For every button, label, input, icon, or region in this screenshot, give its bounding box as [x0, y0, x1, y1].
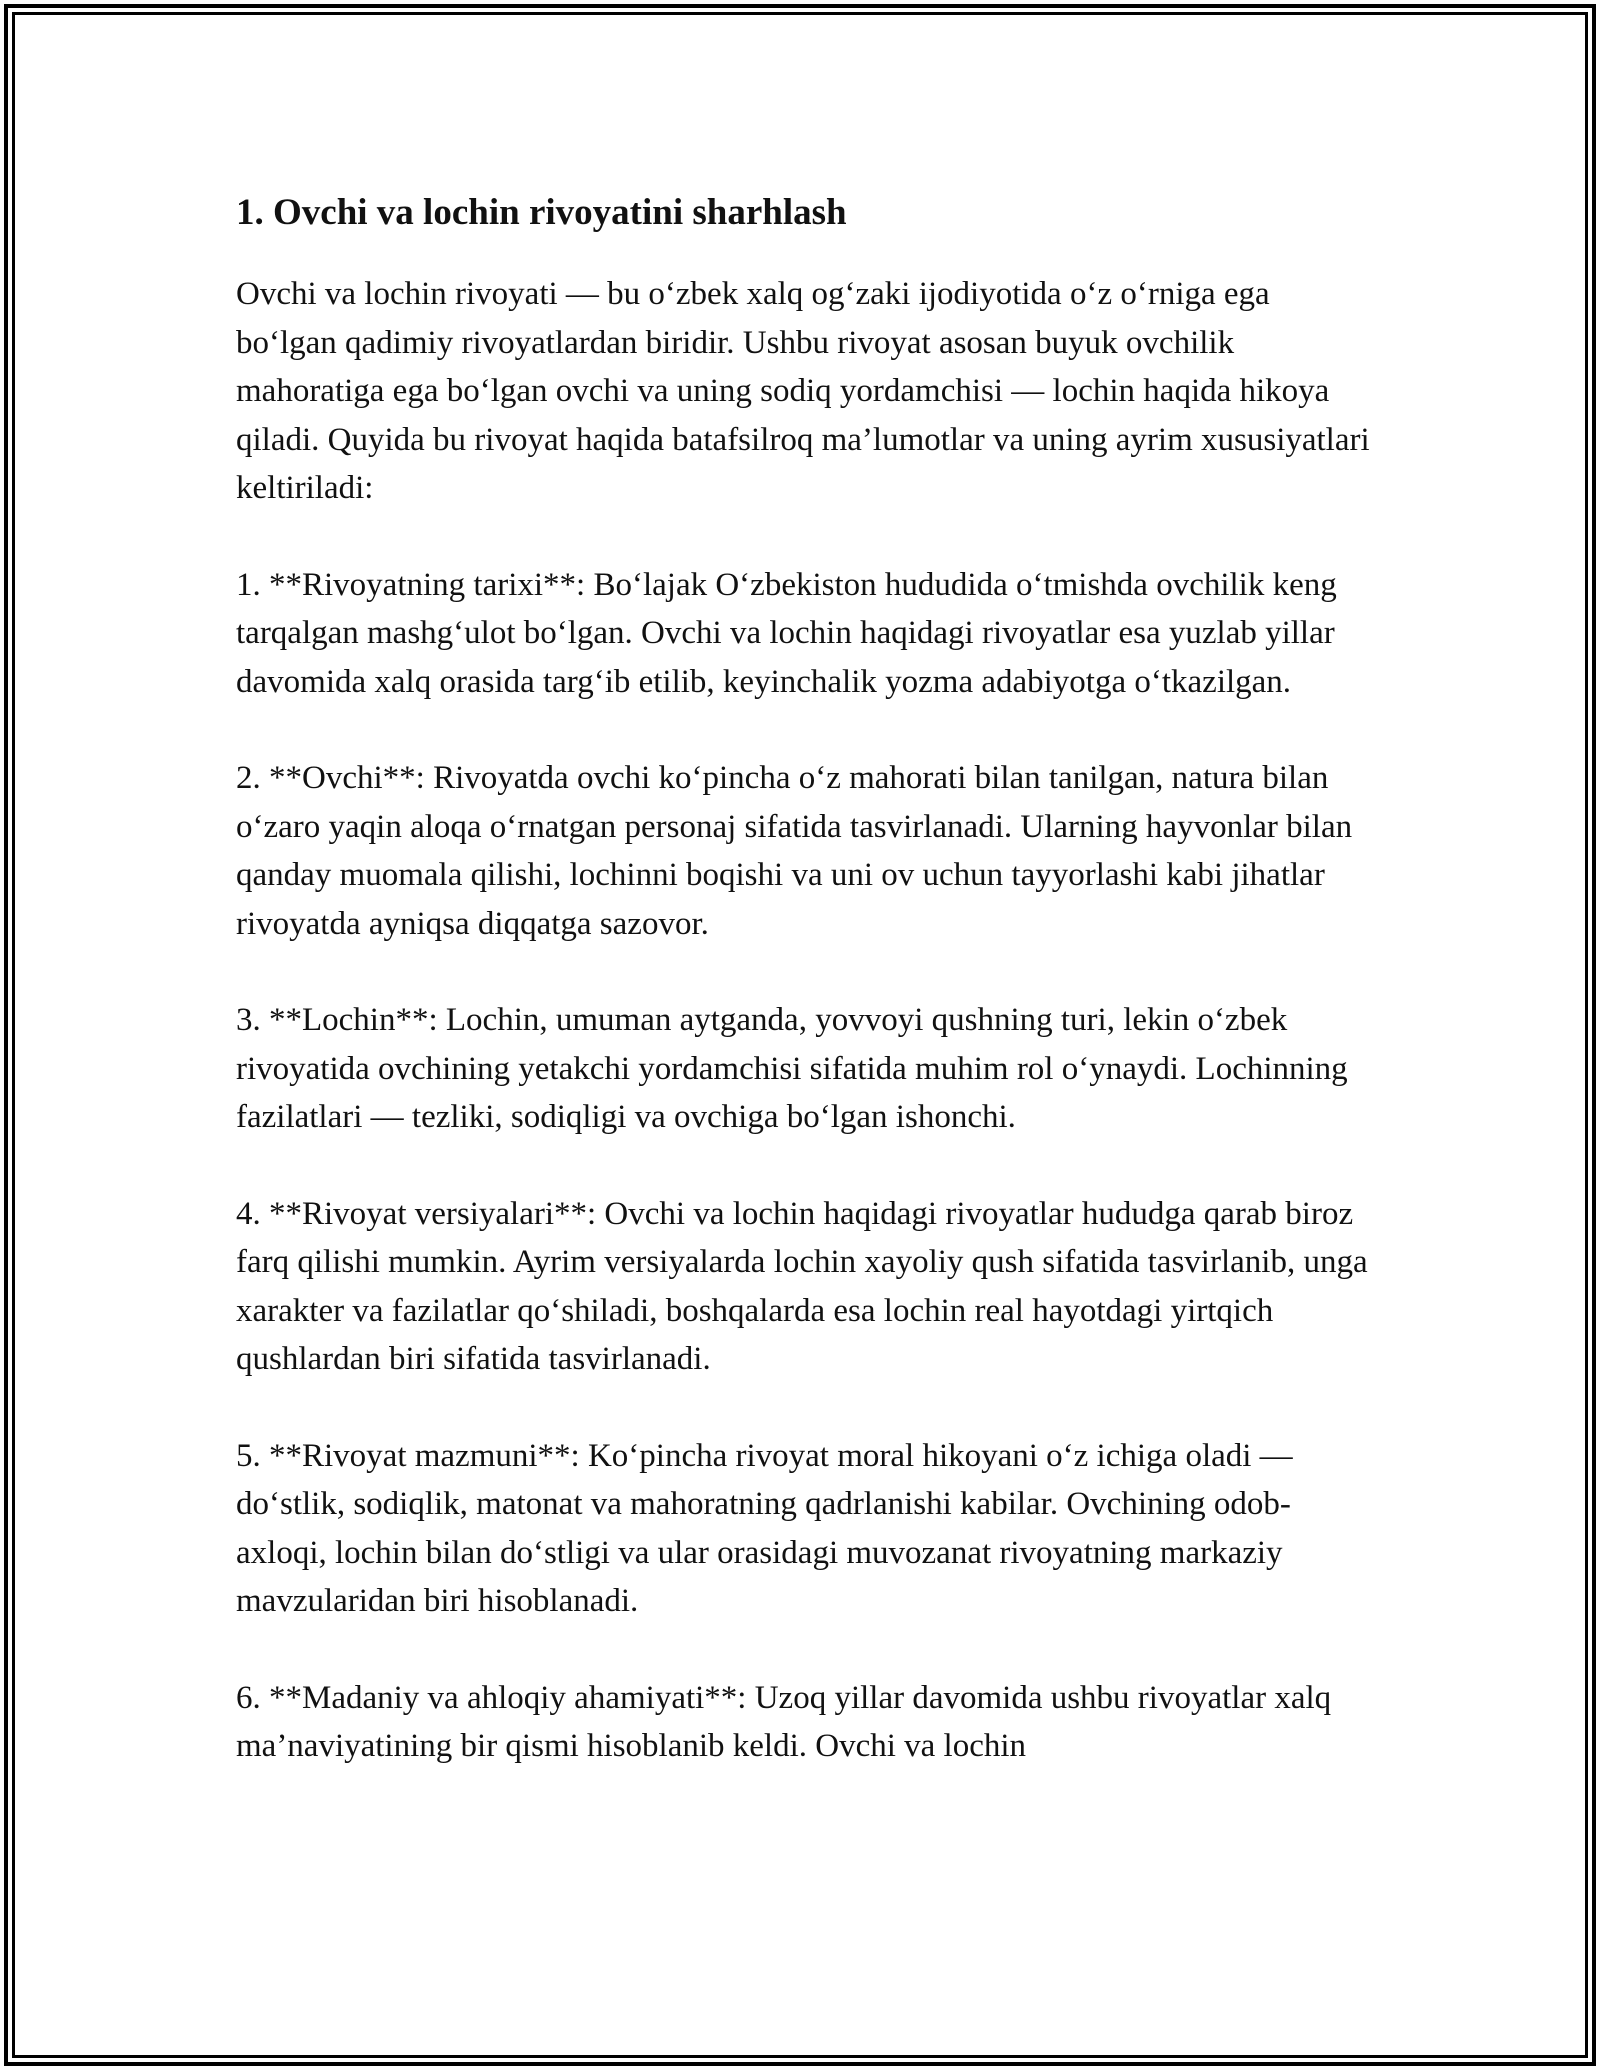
- paragraph-madaniy-ahamiyati: 6. **Madaniy va ahloqiy ahamiyati**: Uzoq yillar davomida ushbu rivoyatlar xalq ma’naviyatining bir qismi hisoblanib keldi. Ovchi va lochin: [236, 1679, 1332, 1764]
- paragraph-ovchi: 2. **Ovchi**: Rivoyatda ovchi ko‘pincha o‘z mahorati bilan tanilgan, natura bilan o‘zaro yaqin aloqa o‘rnatgan personaj sifatida tasvirlanadi. Ularning hayvonlar bilan qanday muomala qilishi, lochinni boqishi va uni ov uchun tayyorlashi kabi jihatlar rivoyatda ayniqsa diqqatga sazovor.: [236, 760, 1353, 942]
- document-body: [236, 188, 1376, 1771]
- intro-paragraph: Ovchi va lochin rivoyati — bu o‘zbek xalq og‘zaki ijodiyotida o‘z o‘rniga ega bo‘lgan qadimiy rivoyatlardan biridir. Ushbu rivoyat asosan buyuk ovchilik mahoratiga ega bo‘lgan ovchi va uning sodiq yordamchisi — lochin haqida hikoya qiladi. Quyida bu rivoyat haqida batafsilroq ma’lumotlar va uning ayrim xususiyatlari keltiriladi:: [236, 276, 1370, 506]
- paragraph-rivoyat-tarixi: 1. **Rivoyatning tarixi**: Bo‘lajak O‘zbekiston hududida o‘tmishda ovchilik keng tarqalgan mashg‘ulot bo‘lgan. Ovchi va lochin haqidagi rivoyatlar esa yuzlab yillar davomida xalq orasida targ‘ib etilib, keyinchalik yozma adabiyotga o‘tkazilgan.: [236, 566, 1337, 700]
- paragraph-rivoyat-mazmuni: 5. **Rivoyat mazmuni**: Ko‘pincha rivoyat moral hikoyani o‘z ichiga oladi — do‘stlik, sodiqlik, matonat va mahoratning qadrlanishi kabilar. Ovchining odob-axloqi, lochin bilan do‘stligi va ular orasidagi muvozanat rivoyatning markaziy mavzularidan biri hisoblanadi.: [236, 1437, 1293, 1619]
- paragraph-lochin: 3. **Lochin**: Lochin, umuman aytganda, yovvoyi qushning turi, lekin o‘zbek rivoyatida ovchining yetakchi yordamchisi sifatida muhim rol o‘ynaydi. Lochinning fazilatlari — tezliki, sodiqligi va ovchiga bo‘lgan ishonchi.: [236, 1002, 1348, 1135]
- paragraph-rivoyat-versiyalari: 4. **Rivoyat versiyalari**: Ovchi va lochin haqidagi rivoyatlar hududga qarab biroz farq qilishi mumkin. Ayrim versiyalarda lochin xayoliy qush sifatida tasvirlanib, unga xarakter va fazilatlar qo‘shiladi, boshqalarda esa lochin real hayotdagi yirtqich qushlardan biri sifatida tasvirlanadi.: [236, 1195, 1368, 1377]
- page-title: 1. Ovchi va lochin rivoyatini sharhlash: [236, 192, 847, 233]
